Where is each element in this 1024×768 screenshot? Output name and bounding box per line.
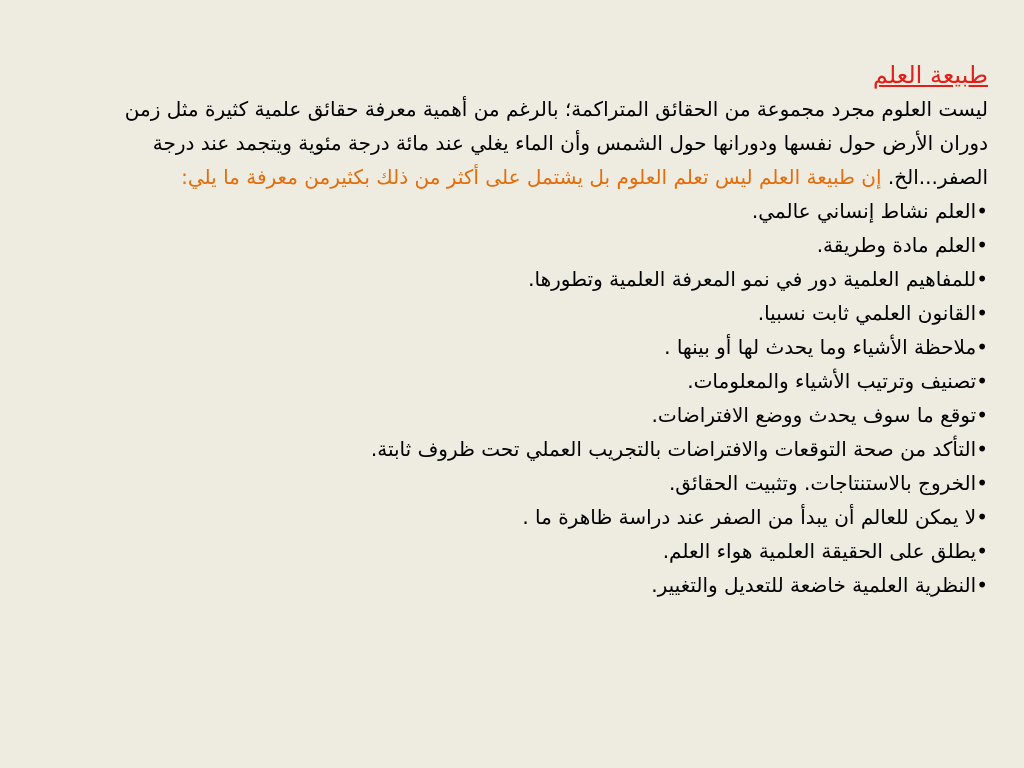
- bullet-text: ملاحظة الأشياء وما يحدث لها أو بينها .: [664, 335, 977, 359]
- bullet-text: توقع ما سوف يحدث ووضع الافتراضات.: [651, 403, 977, 427]
- bullet-dot-icon: •: [976, 301, 988, 325]
- bullet-item: [100, 296, 988, 330]
- bullet-text: العلم مادة وطريقة.: [816, 233, 977, 257]
- bullet-dot-icon: •: [976, 369, 988, 393]
- bullet-text: التأكد من صحة التوقعات والافتراضات بالتجريب العملي تحت ظروف ثابتة.: [370, 437, 977, 461]
- intro-text: ليست العلوم مجرد مجموعة من الحقائق المتراكمة؛ بالرغم من أهمية معرفة حقائق علمية كثيرة مثل زمن دوران الأرض حول نفسها ودورانها حول الشمس وأن الماء يغلي عند مائة درجة مئوية ويتجمد عند درجة الصفر...الخ.: [124, 97, 988, 189]
- bullet-dot-icon: •: [976, 539, 988, 563]
- bullet-item: [100, 466, 988, 500]
- bullet-dot-icon: •: [976, 335, 988, 359]
- bullet-text: لا يمكن للعالم أن يبدأ من الصفر عند دراسة ظاهرة ما .: [522, 505, 977, 529]
- bullet-list: [100, 194, 988, 602]
- bullet-dot-icon: •: [976, 505, 988, 529]
- bullet-text: النظرية العلمية خاضعة للتعديل والتغيير.: [651, 573, 977, 597]
- intro-paragraph: [100, 92, 988, 194]
- bullet-item: [100, 398, 988, 432]
- bullet-item: [100, 194, 988, 228]
- bullet-item: [100, 330, 988, 364]
- bullet-text: يطلق على الحقيقة العلمية هواء العلم.: [662, 539, 977, 563]
- slide-content: [100, 58, 988, 602]
- bullet-dot-icon: •: [976, 199, 988, 223]
- bullet-text: للمفاهيم العلمية دور في نمو المعرفة العلمية وتطورها.: [528, 267, 977, 291]
- bullet-dot-icon: •: [976, 403, 988, 427]
- bullet-dot-icon: •: [976, 573, 988, 597]
- bullet-dot-icon: •: [976, 437, 988, 461]
- bullet-item: [100, 364, 988, 398]
- slide-title: طبيعة العلم: [872, 61, 988, 89]
- bullet-dot-icon: •: [976, 471, 988, 495]
- bullet-item: [100, 228, 988, 262]
- intro-highlight-text: إن طبيعة العلم ليس تعلم العلوم بل يشتمل على أكثر من ذلك بكثيرمن معرفة ما يلي:: [181, 165, 882, 189]
- bullet-text: تصنيف وترتيب الأشياء والمعلومات.: [687, 369, 977, 393]
- bullet-item: [100, 568, 988, 602]
- bullet-text: القانون العلمي ثابت نسبيا.: [757, 301, 977, 325]
- bullet-text: الخروج بالاستنتاجات. وتثبيت الحقائق.: [668, 471, 977, 495]
- bullet-item: [100, 534, 988, 568]
- bullet-dot-icon: •: [976, 267, 988, 291]
- bullet-text: العلم نشاط إنساني عالمي.: [751, 199, 977, 223]
- bullet-dot-icon: •: [976, 233, 988, 257]
- bullet-item: [100, 500, 988, 534]
- bullet-item: [100, 262, 988, 296]
- bullet-item: [100, 432, 988, 466]
